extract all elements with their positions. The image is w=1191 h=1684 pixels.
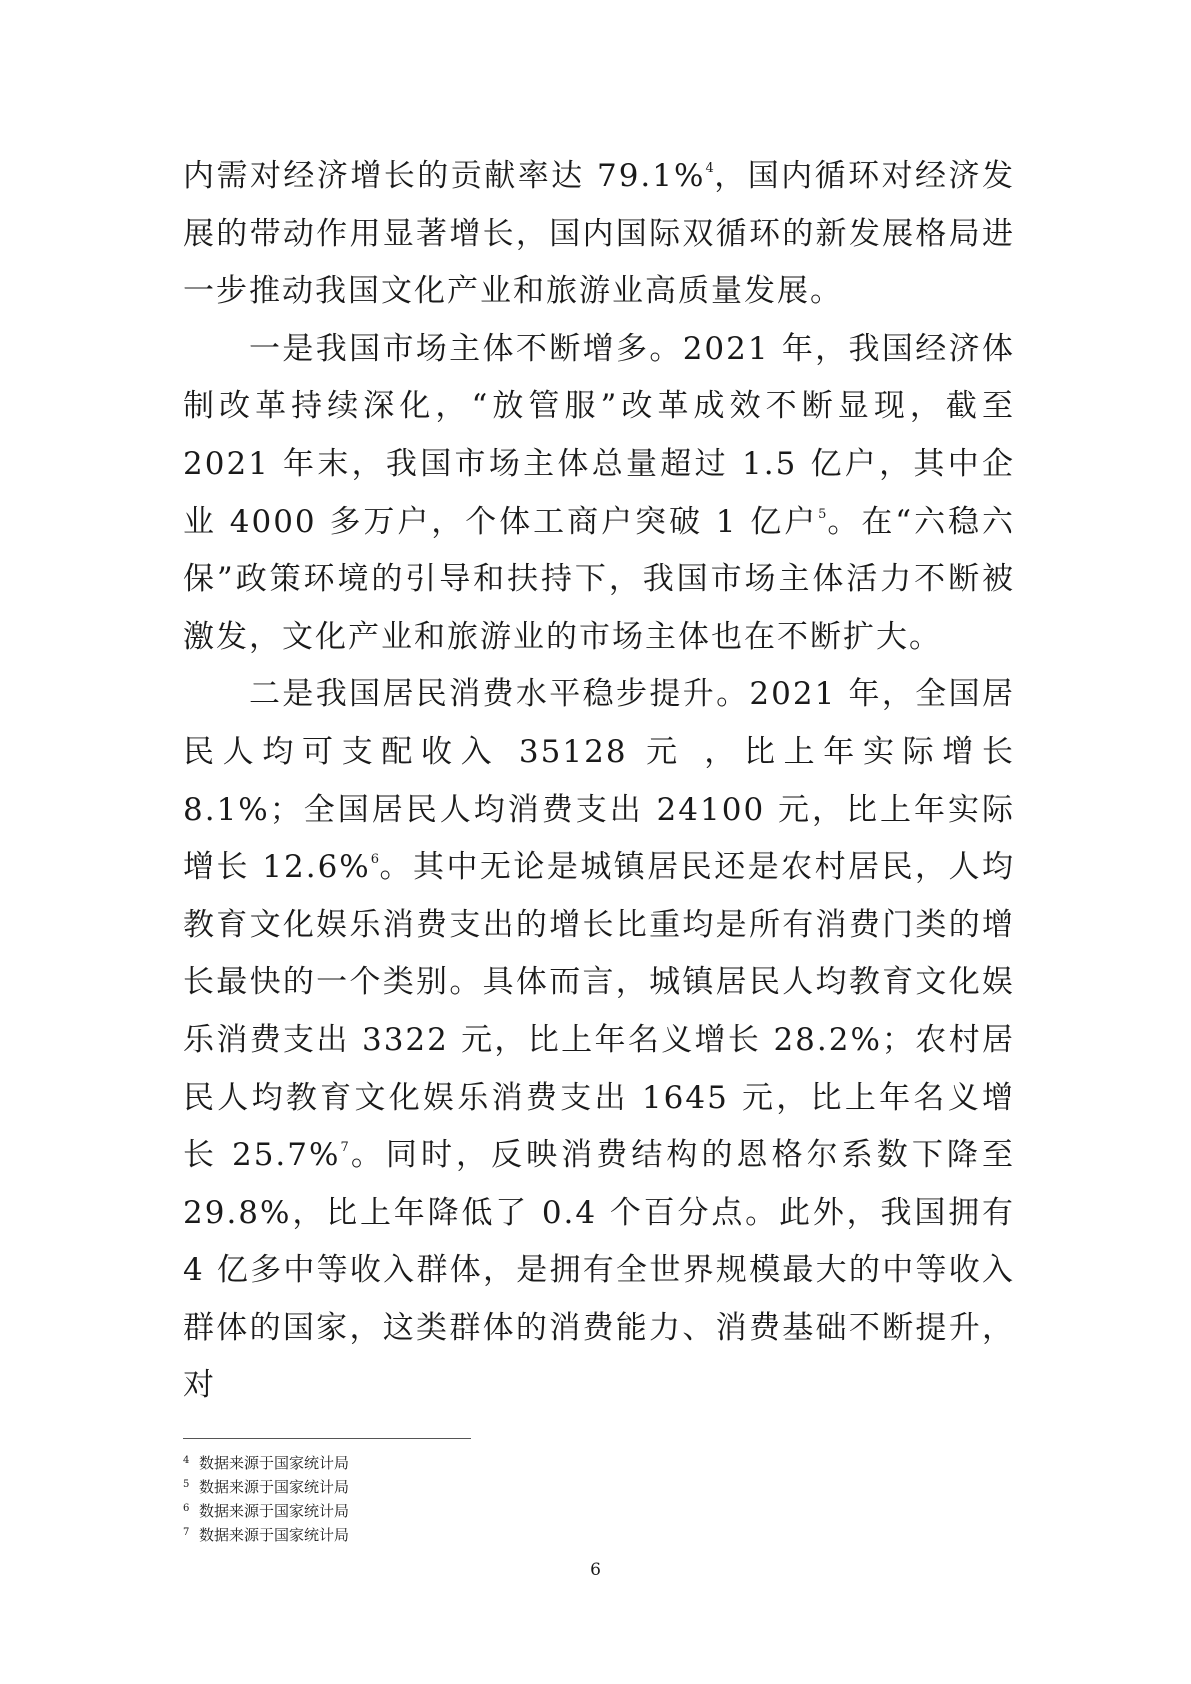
footnotes xyxy=(183,1450,783,1546)
footnote-separator xyxy=(183,1438,471,1439)
footnote-text: 数据来源于国家统计局 xyxy=(199,1526,350,1544)
footnote-text: 数据来源于国家统计局 xyxy=(199,1454,350,1472)
text-segment: 内需对经济增长的贡献率达 79.1% xyxy=(183,158,706,194)
text-segment: ，国内循环对经济发展的带动作用显著增长，国内国际双循环的新发展格局进一步推动我国文化产业和旅游业高质量发展。 xyxy=(183,158,1015,310)
text-segment: 二是我国居民消费水平稳步提升。2021 年，全国居民人均可支配收入 35128 元 ，比上年实际增长 8.1%；全国居民人均消费支出 24100 元，比上年实际增长 12.6% xyxy=(183,676,1015,886)
footnote-number: 6 xyxy=(183,1503,190,1514)
footnote-text: 数据来源于国家统计局 xyxy=(199,1478,350,1496)
page-number: 6 xyxy=(590,1560,601,1580)
footnote-number: 4 xyxy=(183,1455,190,1466)
footnote xyxy=(183,1474,783,1498)
footnote xyxy=(183,1450,783,1474)
footnote xyxy=(183,1522,783,1546)
paragraph-p3 xyxy=(183,666,1015,1415)
paragraph-p2 xyxy=(183,321,1015,667)
footnote-number: 5 xyxy=(183,1479,190,1490)
text-segment: 。在“六稳六保”政策环境的引导和扶持下，我国市场主体活力不断被激发，文化产业和旅游业的市场主体也在不断扩大。 xyxy=(183,503,1015,655)
footnote-text: 数据来源于国家统计局 xyxy=(199,1502,350,1520)
body-text xyxy=(183,148,1015,1415)
footnote-number: 7 xyxy=(183,1527,190,1538)
footnote-ref: 4 xyxy=(705,161,714,176)
footnote-ref: 5 xyxy=(818,506,827,522)
text-segment: 一是我国市场主体不断增多。2021 年，我国经济体制改革持续深化，“放管服”改革成效不断显现，截至 2021 年末，我国市场主体总量超过 1.5 亿户，其中企业 4000 多万户，个体工商户突破 1 亿户 xyxy=(183,330,1015,540)
paragraph-p1 xyxy=(183,148,1015,321)
footnote-ref: 6 xyxy=(370,852,380,868)
text-segment: 。同时，反映消费结构的恩格尔系数下降至 29.8%，比上年降低了 0.4 个百分点。此外，我国拥有 4 亿多中等收入群体，是拥有全世界规模最大的中等收入群体的国家，这类群体的消费能力、消费基础不断提升，对 xyxy=(183,1137,1015,1404)
footnote xyxy=(183,1498,783,1522)
footnote-ref: 7 xyxy=(340,1140,349,1156)
text-segment: 。其中无论是城镇居民还是农村居民，人均教育文化娱乐消费支出的增长比重均是所有消费门类的增长最快的一个类别。具体而言，城镇居民人均教育文化娱乐消费支出 3322 元，比上年名义增长 28.2%；农村居民人均教育文化娱乐消费支出 1645 元，比上年名义增长 25.7% xyxy=(183,849,1015,1174)
